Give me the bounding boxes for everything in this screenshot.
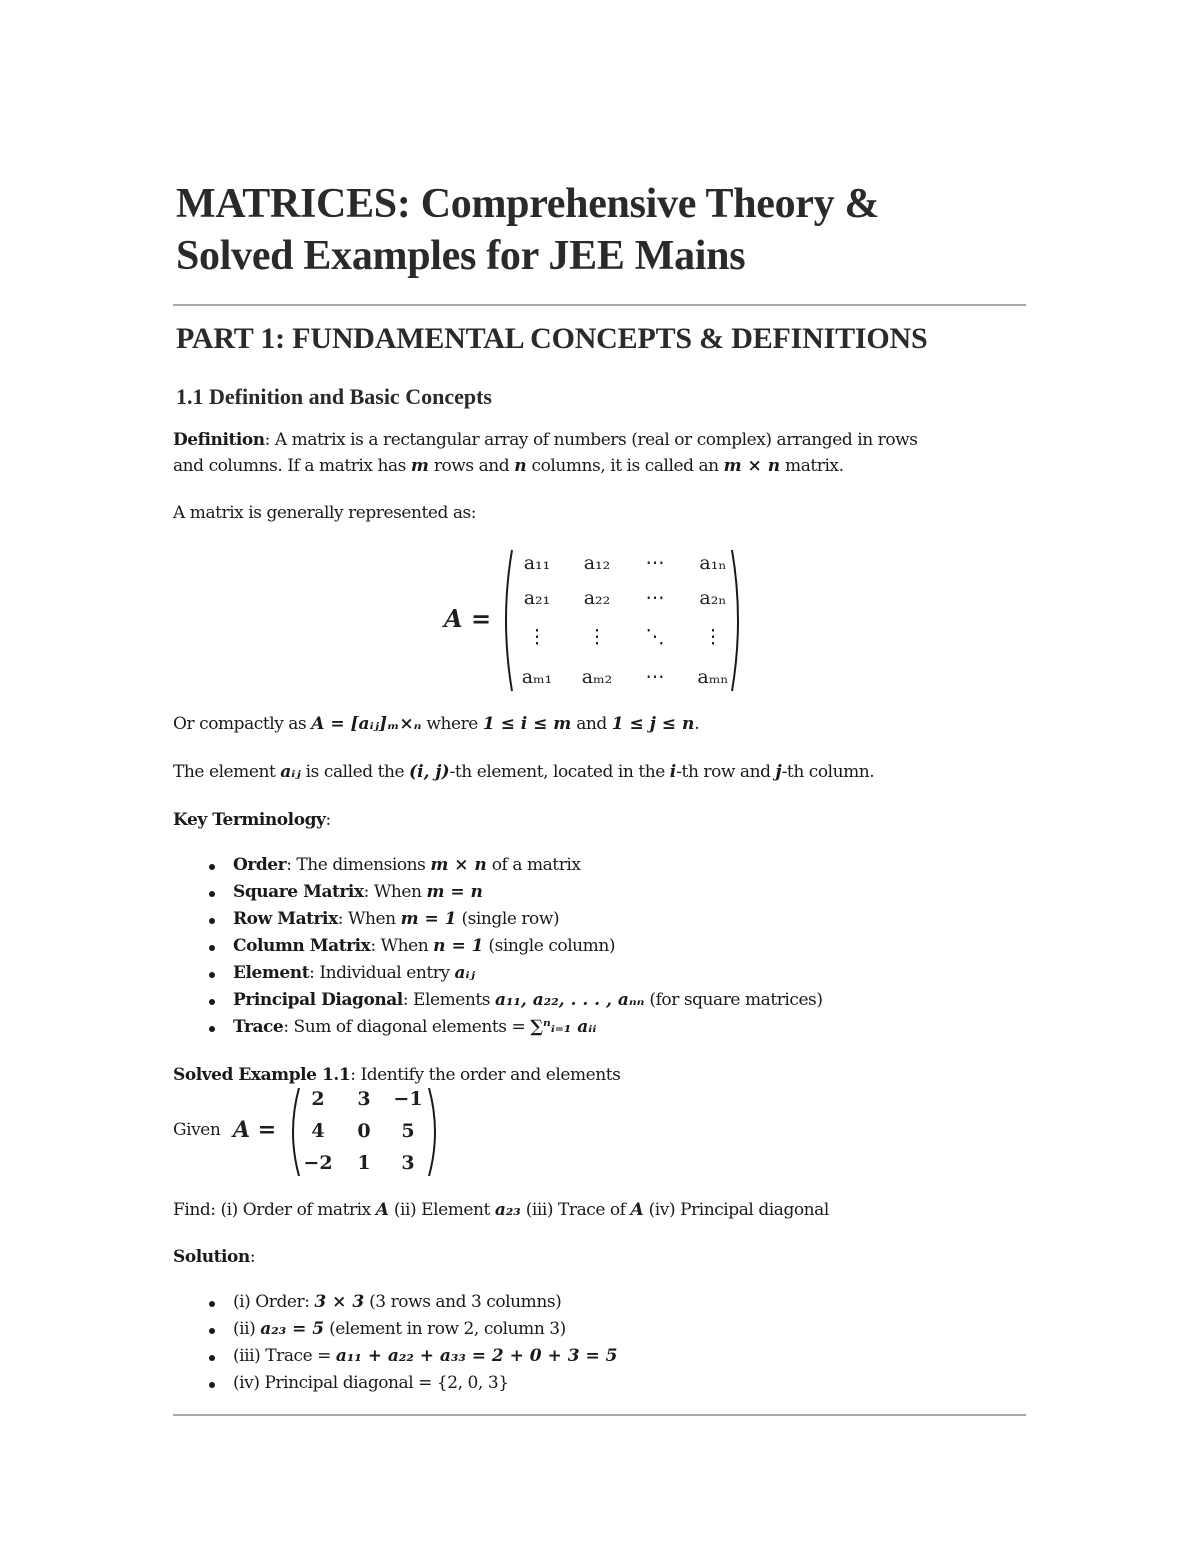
solution-pre: (iv) Principal diagonal = {2, 0, 3} <box>233 1373 509 1393</box>
term-label: Principal Diagonal <box>233 990 403 1010</box>
definition-text-2a: and columns. If a matrix has <box>173 456 411 476</box>
element-text-b: is called the <box>300 762 410 782</box>
example-matrix <box>173 1086 453 1178</box>
term-text: : Sum of diagonal elements = <box>283 1017 531 1037</box>
term-text: : Individual entry <box>309 963 455 983</box>
element-text-e: -th column. <box>781 762 875 782</box>
find-text-b: (ii) Element <box>388 1200 495 1220</box>
document-title-line-1: MATRICES: Comprehensive Theory & <box>176 181 880 227</box>
given-label: Given <box>173 1120 221 1140</box>
bullet-icon <box>209 1382 215 1388</box>
cell-vdots-3: ⋮ <box>703 626 723 648</box>
solution-heading <box>173 1247 255 1267</box>
math-m-times-n: m × n <box>723 456 781 476</box>
solution-pre: (iii) Trace = <box>233 1346 336 1366</box>
example-heading <box>173 1065 620 1085</box>
definition-text-2c: columns, it is called an <box>526 456 724 476</box>
term-math: a₁₁, a₂₂, . . . , aₙₙ <box>495 990 645 1010</box>
math-compact-expr: A = [aᵢⱼ]ₘ×ₙ <box>311 714 422 734</box>
compact-text-d: . <box>694 714 700 734</box>
term-label: Element <box>233 963 310 983</box>
compact-text-a: Or compactly as <box>173 714 312 734</box>
bullet-icon <box>209 972 215 978</box>
term-item-row-matrix <box>233 909 559 929</box>
ex-cell-2-1: 4 <box>311 1120 325 1142</box>
cell-am2: aₘ₂ <box>581 666 613 688</box>
solution-item <box>233 1319 566 1339</box>
term-text: : Elements <box>402 990 496 1010</box>
definition-line-1 <box>173 430 917 450</box>
term-item-element <box>233 963 475 983</box>
bullet-icon <box>209 918 215 924</box>
solution-colon: : <box>249 1247 256 1267</box>
compact-text-c: and <box>571 714 612 734</box>
term-after: (single row) <box>456 909 560 929</box>
bullet-icon <box>209 864 215 870</box>
term-math: m × n <box>430 855 487 875</box>
part-1-heading: PART 1: FUNDAMENTAL CONCEPTS & DEFINITIONS <box>176 322 928 355</box>
math-cond-j: 1 ≤ j ≤ n <box>611 714 695 734</box>
find-line <box>173 1200 829 1220</box>
cell-a21: a₂₁ <box>523 587 551 609</box>
term-math: m = 1 <box>400 909 457 929</box>
math-A: A <box>375 1200 389 1220</box>
term-item-trace <box>233 1017 596 1037</box>
find-text-a: Find: (i) Order of matrix <box>173 1200 376 1220</box>
solution-math: a₂₃ = 5 <box>260 1319 325 1339</box>
term-label: Row Matrix <box>233 909 338 929</box>
solution-math: a₁₁ + a₂₂ + a₃₃ = 2 + 0 + 3 = 5 <box>335 1346 618 1366</box>
horizontal-rule-top <box>173 304 1026 306</box>
ex-cell-1-2: 3 <box>357 1088 371 1110</box>
cell-a11: a₁₁ <box>523 552 551 574</box>
cell-a12: a₁₂ <box>583 552 611 574</box>
cell-ddots: ⋱ <box>645 626 665 648</box>
term-item-column-matrix <box>233 936 615 956</box>
key-terminology-label: Key Terminology <box>173 810 326 830</box>
definition-text-1: : A matrix is a rectangular array of numbers (real or complex) arranged in rows <box>264 430 918 450</box>
term-item-order <box>233 855 581 875</box>
math-cond-i: 1 ≤ i ≤ m <box>482 714 572 734</box>
bullet-icon <box>209 999 215 1005</box>
solution-item <box>233 1346 617 1366</box>
compact-text-b: where <box>421 714 483 734</box>
bullet-icon <box>209 891 215 897</box>
ex-cell-3-2: 1 <box>357 1152 371 1174</box>
term-after: of a matrix <box>486 855 581 875</box>
term-label: Trace <box>233 1017 284 1037</box>
bullet-icon <box>209 1328 215 1334</box>
bullet-icon <box>209 1026 215 1032</box>
definition-text-2b: rows and <box>428 456 515 476</box>
find-text-c: (iii) Trace of <box>520 1200 631 1220</box>
find-text-d: (iv) Principal diagonal <box>643 1200 829 1220</box>
cell-vdots-1: ⋮ <box>527 626 547 648</box>
compact-notation-line <box>173 714 699 734</box>
solution-item <box>233 1373 509 1393</box>
ex-cell-3-1: −2 <box>303 1152 333 1174</box>
cell-a2n: a₂ₙ <box>699 587 727 609</box>
term-text: : When <box>370 936 434 956</box>
term-after: (single column) <box>483 936 616 956</box>
definition-label: Definition <box>173 430 265 450</box>
ex-cell-2-3: 5 <box>401 1120 415 1142</box>
example-label: Solved Example 1.1 <box>173 1065 351 1085</box>
term-label: Square Matrix <box>233 882 364 902</box>
solution-pre: (i) Order: <box>233 1292 315 1312</box>
math-n: n <box>514 456 527 476</box>
math-aij: aᵢⱼ <box>280 762 301 782</box>
bullet-icon <box>209 1301 215 1307</box>
cell-amn: aₘₙ <box>697 666 729 688</box>
cell-a1n: a₁ₙ <box>699 552 727 574</box>
element-text-d: -th row and <box>676 762 776 782</box>
math-j: j <box>775 762 782 782</box>
math-m: m <box>410 456 429 476</box>
solution-post: (3 rows and 3 columns) <box>364 1292 562 1312</box>
cell-vdots-2: ⋮ <box>587 626 607 648</box>
term-text: : The dimensions <box>286 855 431 875</box>
section-1-1-heading: 1.1 Definition and Basic Concepts <box>176 384 492 409</box>
solution-post: (element in row 2, column 3) <box>324 1319 566 1339</box>
term-label: Column Matrix <box>233 936 371 956</box>
key-terminology-heading <box>173 810 331 830</box>
solution-math: 3 × 3 <box>314 1292 365 1312</box>
term-item-principal-diagonal <box>233 990 823 1010</box>
term-after: (for square matrices) <box>644 990 823 1010</box>
term-math: ∑ⁿᵢ₌₁ aᵢᵢ <box>530 1017 597 1037</box>
element-text-a: The element <box>173 762 281 782</box>
general-matrix <box>440 548 760 693</box>
term-text: : When <box>337 909 401 929</box>
cell-dots-1: ⋯ <box>645 552 665 574</box>
term-math: m = n <box>426 882 483 902</box>
example-title: : Identify the order and elements <box>350 1065 621 1085</box>
ex-cell-1-3: −1 <box>393 1088 423 1110</box>
document-title-line-2: Solved Examples for JEE Mains <box>176 233 746 279</box>
ex-cell-3-3: 3 <box>401 1152 415 1174</box>
element-definition-line <box>173 762 874 782</box>
example-matrix-lhs: A = <box>233 1117 277 1143</box>
math-A: A <box>630 1200 644 1220</box>
term-math: n = 1 <box>433 936 484 956</box>
key-terminology-colon: : <box>325 810 331 830</box>
math-ij: (i, j) <box>409 762 450 782</box>
ex-cell-1-1: 2 <box>311 1088 325 1110</box>
definition-text-2d: matrix. <box>780 456 844 476</box>
cell-dots-2: ⋯ <box>645 587 665 609</box>
bullet-icon <box>209 1355 215 1361</box>
term-math: aᵢⱼ <box>454 963 475 983</box>
term-label: Order <box>233 855 287 875</box>
solution-label: Solution <box>173 1247 250 1267</box>
bullet-icon <box>209 945 215 951</box>
solution-item <box>233 1292 561 1312</box>
definition-line-2 <box>173 456 844 476</box>
ex-cell-2-2: 0 <box>357 1120 371 1142</box>
cell-am1: aₘ₁ <box>521 666 553 688</box>
cell-dots-3: ⋯ <box>645 666 665 688</box>
math-i: i <box>669 762 677 782</box>
solution-pre: (ii) <box>233 1319 261 1339</box>
term-item-square-matrix <box>233 882 483 902</box>
general-matrix-lhs: A = <box>444 604 492 633</box>
horizontal-rule-bottom <box>173 1414 1026 1416</box>
represented-text: A matrix is generally represented as: <box>173 503 477 523</box>
element-text-c: -th element, located in the <box>449 762 670 782</box>
math-a23: a₂₃ <box>494 1200 521 1220</box>
term-text: : When <box>363 882 427 902</box>
cell-a22: a₂₂ <box>583 587 611 609</box>
